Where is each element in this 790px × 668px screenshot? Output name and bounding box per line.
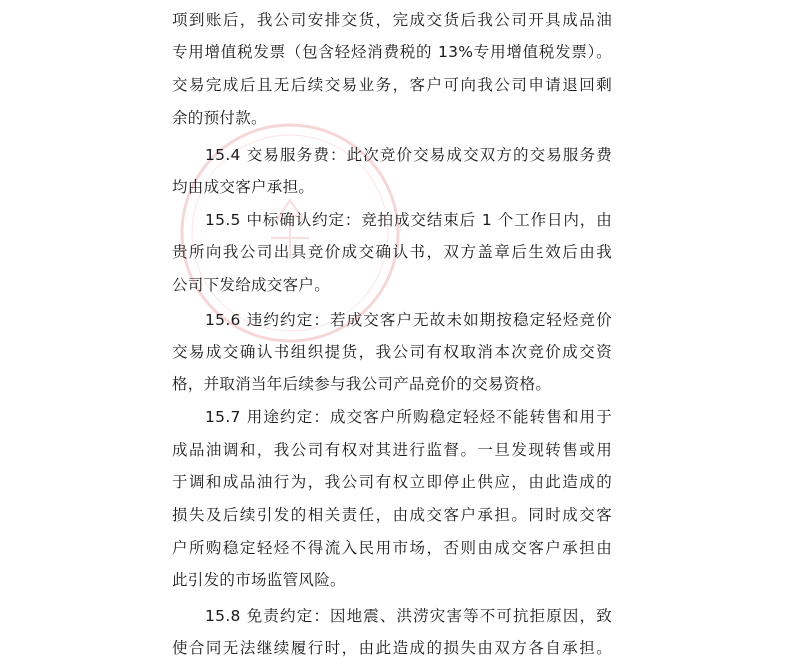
text-line-14: 成品油调和，我公司有权对其进行监督。一旦发现转售或用 [172,441,612,459]
text-line-16: 损失及后续引发的相关责任，由成交客户承担。同时成交客 [172,506,612,524]
text-line-9: 公司下发给成交客户。 [172,276,331,294]
text-line-1: 项到账后，我公司安排交货，完成交货后我公司开具成品油 [172,11,612,29]
clause-15-6-heading: 15.6 违约约定：若成交客户无故未如期按稳定轻烃竞价 [205,311,612,329]
text-line-20: 使合同无法继续履行时，由此造成的损失由双方各自承担。 [172,639,612,657]
text-line-15: 于调和成品油行为，我公司有权立即停止供应，由此造成的 [172,473,612,491]
clause-15-4-heading: 15.4 交易服务费：此次竞价交易成交双方的交易服务费 [205,146,612,164]
text-line-12: 格，并取消当年后续参与我公司产品竞价的交易资格。 [172,375,552,393]
text-line-17: 户所购稳定轻烃不得流入民用市场，否则由成交客户承担由 [172,539,612,557]
clause-15-7-heading: 15.7 用途约定：成交客户所购稳定轻烃不能转售和用于 [205,408,612,426]
text-line-2: 专用增值税发票（包含轻烃消费税的 13%专用增值税发票）。 [172,43,612,61]
text-line-18: 此引发的市场监管风险。 [172,571,346,589]
text-line-8: 贵所向我公司出具竞价成交确认书，双方盖章后生效后由我 [172,243,612,261]
text-line-4: 余的预付款。 [172,109,267,127]
text-line-6: 均由成交客户承担。 [172,178,315,196]
text-line-11: 交易成交确认书组织提货，我公司有权取消本次竞价成交资 [172,343,612,361]
text-line-3: 交易完成后且无后续交易业务，客户可向我公司申请退回剩 [172,76,612,94]
clause-15-8-heading: 15.8 免责约定：因地震、洪涝灾害等不可抗拒原因，致 [205,607,612,625]
clause-15-5-heading: 15.5 中标确认约定：竞拍成交结束后 1 个工作日内，由 [205,211,612,229]
